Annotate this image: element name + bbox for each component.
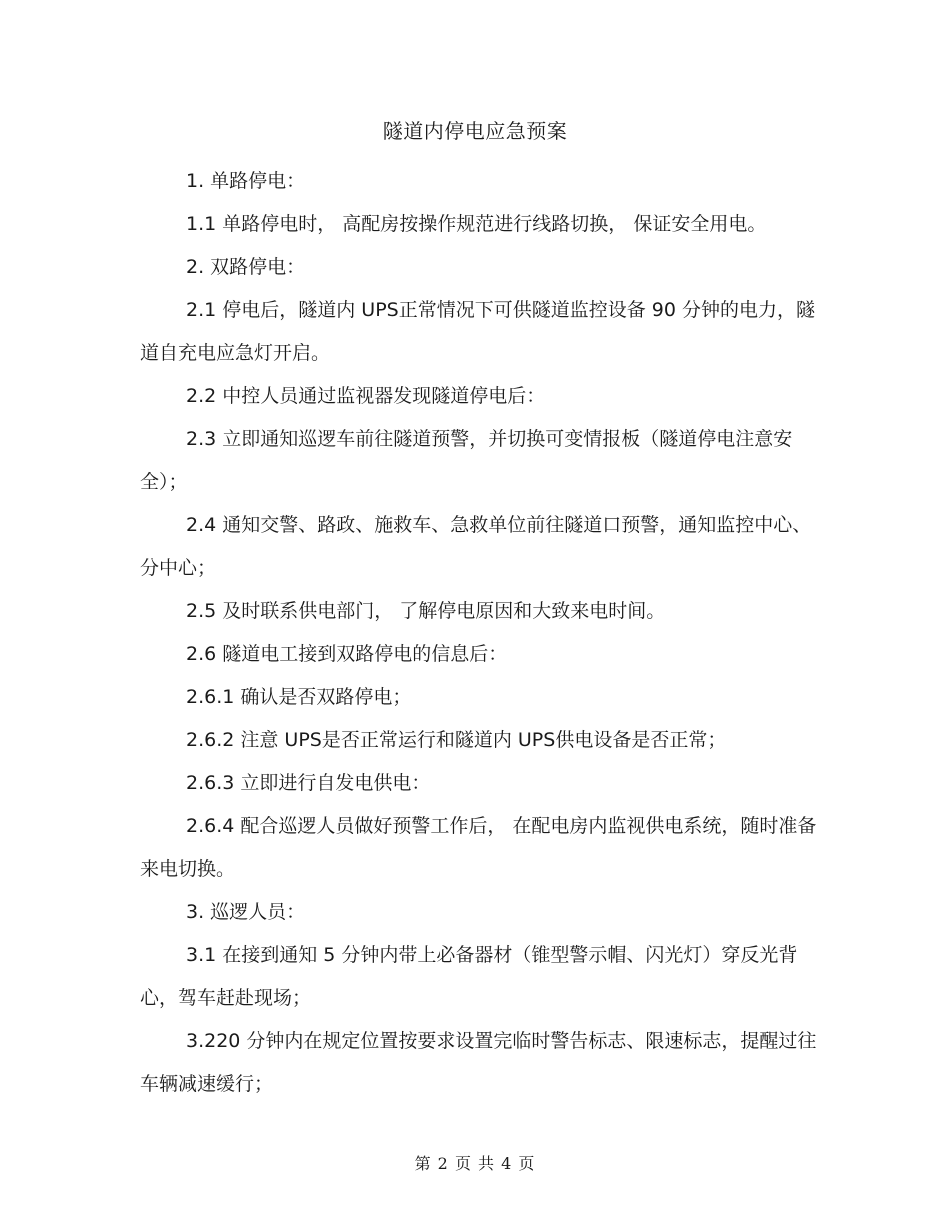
paragraph-3: 3. 巡逻人员： (186, 901, 306, 923)
paragraph-1: 1. 单路停电： (186, 170, 306, 192)
document-title: 隧道内停电应急预案 (382, 119, 568, 143)
paragraph-2-4: 2.4 通知交警、路政、施救车、急救单位前往隧道口预警，通知监控中心、分中心； (140, 514, 812, 579)
paragraph-2-6-3: 2.6.3 立即进行自发电供电： (186, 772, 431, 794)
paragraph-2-2: 2.2 中控人员通过监视器发现隧道停电后： (186, 385, 546, 407)
document-body (140, 160, 820, 1106)
paragraph-2-3: 2.3 立即通知巡逻车前往隧道预警，并切换可变情报板（隧道停电注意安全）； (140, 428, 793, 493)
paragraph-3-1: 3.1 在接到通知 5 分钟内带上必备器材（锥型警示帽、闪光灯）穿反光背心，驾车赶赴现场； (140, 944, 798, 1009)
paragraph-2-6: 2.6 隧道电工接到双路停电的信息后： (186, 643, 508, 665)
paragraph-2-5: 2.5 及时联系供电部门， 了解停电原因和大致来电时间。 (186, 600, 666, 622)
paragraph-3-2: 3.220 分钟内在规定位置按要求设置完临时警告标志、限速标志，提醒过往车辆减速缓行； (140, 1030, 817, 1095)
paragraph-2-6-4: 2.6.4 配合巡逻人员做好预警工作后， 在配电房内监视供电系统，随时准备来电切换。 (140, 815, 817, 880)
paragraph-1-1: 1.1 单路停电时， 高配房按操作规范进行线路切换， 保证安全用电。 (186, 213, 767, 235)
paragraph-2-1: 2.1 停电后，隧道内 UPS正常情况下可供隧道监控设备 90 分钟的电力，隧道自充电应急灯开启。 (140, 299, 815, 364)
paragraph-2-6-1: 2.6.1 确认是否双路停电； (186, 686, 412, 708)
paragraph-2: 2. 双路停电： (186, 256, 306, 278)
paragraph-2-6-2: 2.6.2 注意 UPS是否正常运行和隧道内 UPS供电设备是否正常； (186, 729, 727, 751)
page-number-footer: 第 2 页 共 4 页 (414, 1154, 536, 1173)
